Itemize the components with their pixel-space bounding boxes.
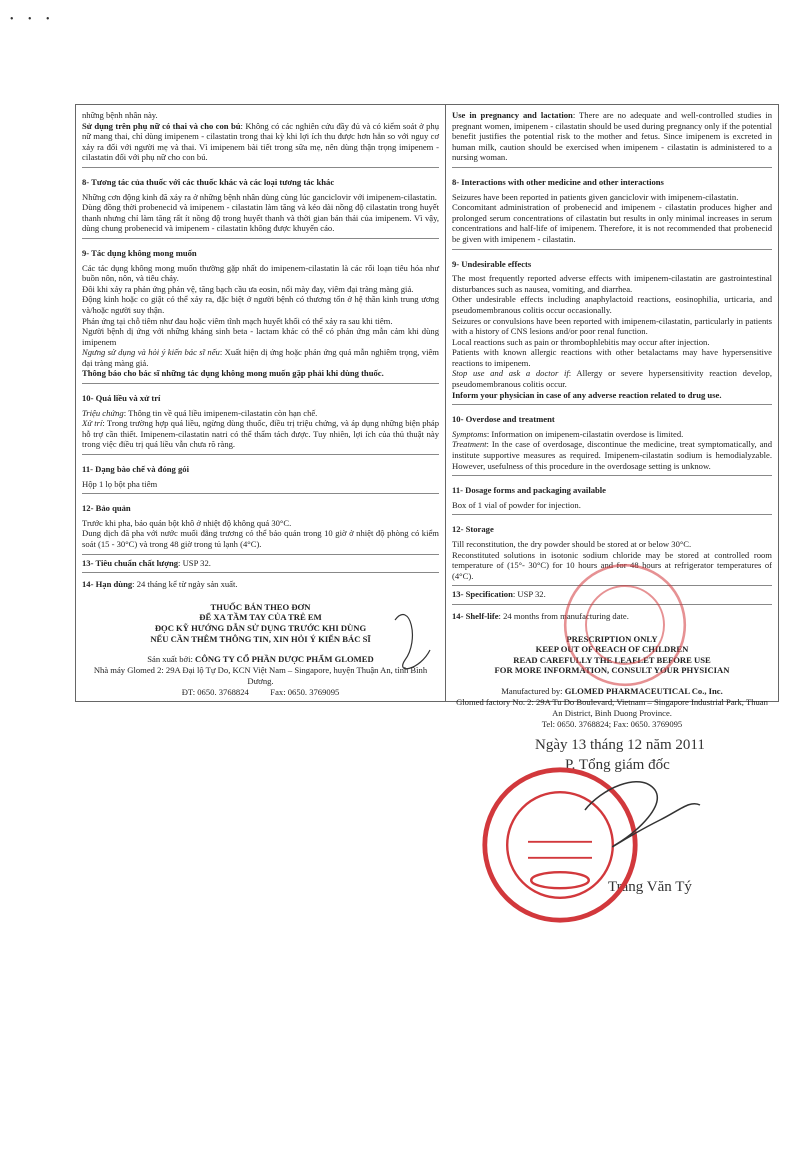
section-8-text: Những cơn động kinh đã xảy ra ở những bệnh nhân dùng cùng lúc ganciclovir với imipenem-cilastatin. bbox=[82, 191, 437, 202]
section-10-symptoms: Triệu chứng: Thông tin về quá liều imipenem-cilastatin còn hạn chế. bbox=[82, 407, 318, 418]
section-9-text: Seizures or convulsions have been reported with imipenem-cilastatin, particularly in patients with a history of CNS lesions and/or poor renal function. bbox=[452, 315, 772, 337]
section-8-title: 8- Tương tác của thuốc với các thuốc khác và các loại tương tác khác bbox=[82, 176, 335, 187]
section-9-text: Phản ứng tại chỗ tiêm như đau hoặc viêm tĩnh mạch huyết khối có thể xảy ra sau khi tiêm. bbox=[82, 315, 393, 326]
section-11-text: Hộp 1 lọ bột pha tiêm bbox=[82, 478, 158, 489]
section-11-title: 11- Dạng bào chế và đóng gói bbox=[82, 464, 189, 475]
signature-title: P. Tổng giám đốc bbox=[565, 757, 670, 773]
section-8-text: Concomitant administration of probenecid and imipenem - cilastatin produces higher and prolonged serum concentrations of cilastatin but results in only minimal increases in serum concentrations and half-life of imipenem. Therefore, it is not recommended that probenecid be given with imipenem - cilastatin. bbox=[452, 202, 772, 244]
divider bbox=[452, 514, 772, 515]
section-9-text: Other undesirable effects including anaphylactoid reactions, eosinophilia, urticaria, and pseudomembranous colitis occur occasionally. bbox=[452, 294, 772, 315]
divider bbox=[82, 554, 439, 555]
section-9-text: Đôi khi xảy ra phản ứng phản vệ, tăng bạch cầu ưa eosin, nổi mày đay, viêm đại tràng màng giả. bbox=[82, 283, 414, 294]
section-9-text: Các tác dụng không mong muốn thường gặp nhất do imipenem-cilastatin là các rối loạn tiêu hóa như buồn nôn, nôn, và tiêu chảy. bbox=[82, 262, 439, 284]
scan-marks: • • • bbox=[10, 14, 56, 25]
section-10-treatment: Treatment: In the case of overdosage, discontinue the medicine, treat symptomatically, and institute supportive measures as required. Imipenem-cilastatin sodium is hemodialyzable. However, usefulness of this procedure in the overdosage setting is unknow. bbox=[452, 439, 772, 471]
signature-date: Ngày 13 tháng 12 năm 2011 bbox=[535, 737, 705, 753]
section-10-symptoms: Symptoms: Information on imipenem-cilastatin overdose is limited. bbox=[452, 428, 684, 439]
divider bbox=[82, 493, 439, 494]
section-13: 13- Tiêu chuẩn chất lượng: USP 32. bbox=[82, 557, 211, 568]
section-9-text: Động kinh hoặc co giật có thể xảy ra, đặc biệt ở người bệnh có thương tổn ở hệ thần kinh trung ương và/hoặc người suy thận. bbox=[82, 294, 439, 315]
section-10-title: 10- Quá liều và xử trí bbox=[82, 393, 161, 404]
warning-block: THUỐC BÁN THEO ĐƠN ĐỂ XA TẦM TAY CỦA TRẺ EM ĐỌC KỸ HƯỚNG DẪN SỬ DỤNG TRƯỚC KHI DÙNG NẾU CẦN THÊM THÔNG TIN, XIN HỎI Ý KIẾN BÁC SĨ bbox=[150, 601, 371, 644]
intro-tail: những bệnh nhân này. bbox=[82, 110, 158, 120]
manufacturer-block: Sản xuất bởi: CÔNG TY CỔ PHẦN DƯỢC PHẨM GLOMED Nhà máy Glomed 2: 29A Đại lộ Tự Do, KCN Việt Nam – Singapore, huyện Thuận An, tỉnh Bình Dương. ĐT: 0650. 3768824 Fax: 0650. 3769095 bbox=[93, 654, 428, 698]
pregnancy-paragraph: Use in pregnancy and lactation: There are no adequate and well-controlled studies in pregnant women, imipenem - cilastatin should be used during pregnancy only if the potential benefit justifies the potential risk to the mother and fetus. Since imipenem is excreted in human milk, caution should be exercised when imipenem - cilastatin is administered to a nursing woman. bbox=[452, 110, 772, 163]
section-9-text: Local reactions such as pain or thrombophlebitis may occur after injection. bbox=[452, 336, 710, 347]
divider bbox=[452, 475, 772, 476]
section-10-treatment: Xử trí: Trong trường hợp quá liều, ngừng dùng thuốc, điều trị triệu chứng, và áp dụng những biện pháp hỗ trợ cần thiết. Imipenem-cilastatin natri có thể thẩm tách được. Tuy nhiên, lợi ích của thủ thuật này trong việc điều trị quá liều vẫn chưa rõ ràng. bbox=[82, 418, 439, 450]
section-12-title: 12- Storage bbox=[452, 524, 494, 535]
section-9-title: 9- Tác dụng không mong muốn bbox=[82, 247, 197, 258]
divider bbox=[452, 249, 772, 250]
section-10-title: 10- Overdose and treatment bbox=[452, 414, 555, 425]
section-13: 13- Specification: USP 32. bbox=[452, 589, 546, 600]
manufacturer-block: Manufactured by: GLOMED PHARMACEUTICAL Co., Inc. Glomed factory No. 2: 29A Tu Do Boulevard, Vietnam – Singapore Industrial Park, Thuan An District, Binh Duong Province. Tel: 0650. 3768824; Fax: 0650. 3769095 bbox=[456, 685, 768, 729]
section-9-stop: Ngưng sử dụng và hỏi ý kiến bác sĩ nếu: Xuất hiện dị ứng hoặc phản ứng quá mẫn nghiêm trọng, viêm đại tràng màng giả. bbox=[82, 347, 439, 368]
section-9-text: The most frequently reported adverse effects with imipenem-cilastatin are gastrointestinal disturbances such as nausea, vomiting, and diarrhea. bbox=[452, 273, 772, 294]
section-12-text: Reconstituted solutions in isotonic sodium chloride may be stored at controlled room temperature of (15°- 30°C) for 10 hours and for 48 hours at refrigerator temperatures of (4°C). bbox=[452, 549, 772, 581]
section-12-text: Dung dịch đã pha với nước muối đẳng trương có thể bảo quản trong 10 giờ ở nhiệt độ phòng có kiểm soát (15 - 30°C) và trong 48 giờ trong tủ lạnh (4°C). bbox=[82, 528, 439, 549]
section-14: 14- Hạn dùng: 24 tháng kể từ ngày sản xuất. bbox=[82, 579, 238, 590]
company-seal-icon bbox=[480, 765, 640, 925]
section-11-text: Box of 1 vial of powder for injection. bbox=[452, 499, 581, 510]
section-12-text: Till reconstitution, the dry powder should be stored at or below 30°C. bbox=[452, 539, 692, 549]
section-12-text: Trước khi pha, bảo quản bột khô ở nhiệt độ không quá 30°C. bbox=[82, 517, 292, 528]
divider bbox=[82, 167, 439, 168]
divider bbox=[82, 572, 439, 573]
section-9-title: 9- Undesirable effects bbox=[452, 258, 532, 269]
signatory-name: Trang Văn Tý bbox=[608, 879, 692, 895]
divider bbox=[82, 383, 439, 384]
section-14: 14- Shelf-life: 24 months from manufacturing date. bbox=[452, 610, 629, 621]
divider bbox=[452, 167, 772, 168]
section-8-text: Dùng đồng thời probenecid và imipenem - cilastatin làm tăng và kéo dài nồng độ cilastatin trong huyết thanh nhưng chỉ làm tăng rất ít nồng độ trong huyết thanh và thời gian bán thải của imipenem. Vì vậy, dùng chung probenecid và imipenem - cilastatin không được khuyến cáo. bbox=[82, 202, 439, 234]
section-12-title: 12- Bảo quản bbox=[82, 503, 131, 514]
section-8-text: Seizures have been reported in patients given ganciclovir with imipenem-cilastatin. bbox=[452, 191, 739, 202]
faint-company-stamp bbox=[560, 560, 690, 690]
section-11-title: 11- Dosage forms and packaging available bbox=[452, 485, 606, 496]
vietnamese-column bbox=[76, 105, 446, 701]
section-9-notify: Thông báo cho bác sĩ những tác dụng không mong muốn gặp phải khi dùng thuốc. bbox=[82, 368, 384, 379]
warning-block: PRESCRIPTION ONLY KEEP OUT OF REACH OF CHILDREN READ CAREFULLY THE LEAFLET BEFORE USE FOR MORE INFORMATION, CONSULT YOUR PHYSICIAN bbox=[494, 633, 730, 676]
divider bbox=[82, 454, 439, 455]
section-9-text: Người bệnh dị ứng với những kháng sinh beta - lactam khác có thể có phản ứng mẫn cảm khi dùng imipenem bbox=[82, 326, 439, 347]
pregnancy-title: Sử dụng trên phụ nữ có thai và cho con bú bbox=[82, 120, 241, 131]
divider bbox=[452, 404, 772, 405]
section-9-text: Patients with known allergic reactions with other betalactams may have hypersensitive reactions to imipenem. bbox=[452, 347, 772, 368]
section-8-title: 8- Interactions with other medicine and other interactions bbox=[452, 176, 664, 187]
section-9-notify: Inform your physician in case of any adverse reaction related to drug use. bbox=[452, 389, 722, 400]
divider bbox=[82, 238, 439, 239]
pregnancy-paragraph: Sử dụng trên phụ nữ có thai và cho con bú: Không có các nghiên cứu đầy đủ và có kiểm soát ở phụ nữ mang thai, chỉ dùng imipenem - cilastatin trong thai kỳ khi lợi ích thu được hơn hẳn so với nguy cơ xảy ra đối với người mẹ và thai. Vì imipenem bài tiết trong sữa mẹ, nên dùng thận trọng imipenem - cilastatin đối với phụ nữ cho con bú. bbox=[82, 120, 439, 163]
section-9-stop: Stop use and ask a doctor if: Allergy or severe hypersensitivity reaction develop, pseudomembranous colitis occur. bbox=[452, 368, 772, 390]
